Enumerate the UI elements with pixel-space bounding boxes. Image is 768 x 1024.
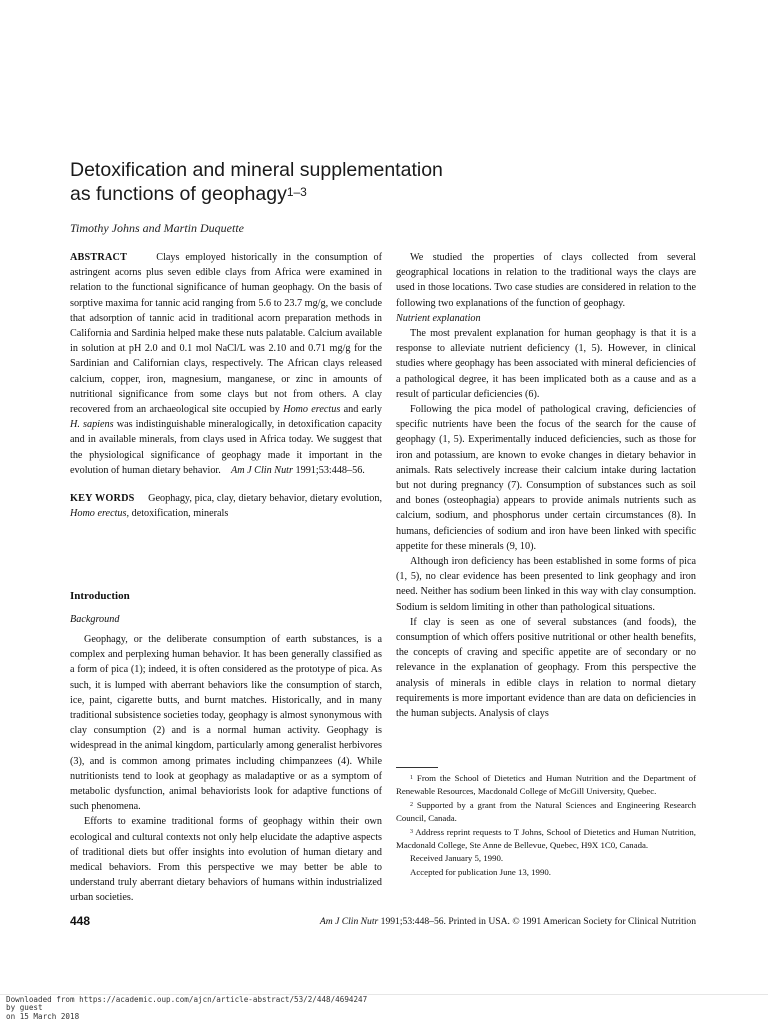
right-paragraph-3: Following the pica model of pathological craving, deficiencies of specific nutrients have been the focus of the search for the cause of geophagy (1, 5). Experimentally induced deficiencies, such as those for iron and potassium, are known to evoke changes in dietary behavior in animals. Rats selectively increase their calcium intake during lactation but not during pregnancy (7). Consumption of substances such as soil and bones (osteophagia) appears to provide animals nutrients such as calcium, sodium, and phosphorus under certain circumstances (8). In humans, deficiencies of sodium and iron have been linked with specific appetite for these minerals (9, 10). <box>396 404 696 552</box>
abstract-h-sapiens: H. sapiens <box>70 419 114 431</box>
authors: Timothy Johns and Martin Duquette <box>70 221 244 235</box>
footnote-2-number: 2 <box>410 801 413 808</box>
keywords-label: KEY WORDS <box>70 493 135 505</box>
page-number: 448 <box>70 914 91 928</box>
abstract-citation: Am J Clin Nutr <box>230 464 293 476</box>
footnote-3-number: 3 <box>410 828 413 835</box>
footnote-3 <box>396 826 696 853</box>
footnotes <box>396 772 696 879</box>
intro-paragraph-1: Geophagy, or the deliberate consumption of earth substances, is a complex and perplexing human behavior. It has been generally classified as a form of pica (1); indeed, it is often considered as the prototype of pica. As such, it is lumped with aberrant behaviors like the consumption of starch, ice, paint, cigarette butts, and burnt matches. Historically, and in many traditional subsistence societies today, geophagy is almost synonymous with clay consumption (2) and is a normal human activity. Geophagy is widespread in the animal kingdom, particularly among generalist herbivores (3), and is common among primates including chimpanzees (4). While nutritionists tend to look at geophagy as maladaptive or as a symptom of metabolic dysfunction, animal behaviorists look for adaptive functions of such phenomena. <box>70 634 382 813</box>
right-paragraph-2: The most prevalent explanation for human geophagy is that it is a response to alleviate nutrient deficiency (1, 5). However, in clinical studies where geophagy has been associated with mineral deficiencies of a pathological degree, it has been implicated both as a cause and as a result of particular deficiencies (6). <box>396 328 696 400</box>
right-paragraph-1: We studied the properties of clays collected from several geographical locations in relation to the traditional ways the clays are used in those locations. Two case studies are considered in relation to the following two explanations of the function of geophagy. <box>396 252 696 309</box>
right-paragraph-4: Although iron deficiency has been established in some forms of pica (1, 5), no clear evidence has been presented to link geophagy and iron need. Neither has sodium been linked in this way with clay consumption. Sodium is seldom limiting in other than pathological situations. <box>396 556 696 613</box>
left-column-top <box>70 250 382 521</box>
nutrient-explanation-subheading: Nutrient explanation <box>396 312 481 324</box>
footnote-2 <box>396 799 696 826</box>
keywords <box>70 491 382 521</box>
abstract-text-3: was indistinguishable mineralogically, in detoxification capacity and in available minerals, from clays used in Africa today. We suggest that the physiological significance of geophagy made it important in the evolution of human dietary behavior. <box>70 419 382 476</box>
keywords-text-2: detoxification, minerals <box>129 508 229 520</box>
abstract-citation-rest: 1991;53:448–56. <box>292 464 365 476</box>
keywords-homo-erectus: Homo erectus, <box>70 508 130 520</box>
footnote-1-text: From the School of Dietetics and Human Nutrition and the Department of Renewable Resources, Macdonald College of McGill University, Quebec. <box>396 773 696 797</box>
footnote-2-text: Supported by a grant from the Natural Sciences and Engineering Research Council, Canada. <box>396 799 696 824</box>
footer-journal: Am J Clin Nutr <box>319 916 379 927</box>
download-notice: Downloaded from https://academic.oup.com/ajcn/article-abstract/53/2/448/4694247 by guest on 15 March 2018 <box>6 995 368 1021</box>
footnote-rule <box>396 767 438 768</box>
footnote-received: Received January 5, 1990. <box>410 853 504 864</box>
title-footnote-ref: 1–3 <box>286 185 307 199</box>
abstract-text-2: and early <box>340 404 382 416</box>
footer-citation <box>280 916 696 927</box>
right-paragraph-5: If clay is seen as one of several substances (and foods), the consumption of which offers positive nutritional or other health benefits, the concepts of craving and specific appetite are of secondary or no relevance in the explanation of geophagy. From this perspective the analysis of minerals in edible clays in relation to normal dietary requirements is more important evidence than are data on deficiencies in the human subjects. Analysis of clays <box>396 616 696 720</box>
introduction-body <box>70 632 382 906</box>
title-line-2: as functions of geophagy <box>70 183 287 205</box>
footnote-3-text: Address reprint requests to T Johns, School of Dietetics and Human Nutrition, Macdonald College, Ste Anne de Bellevue, Quebec, H9X 1C0, Canada. <box>396 826 696 851</box>
abstract <box>70 250 382 478</box>
footnote-accepted: Accepted for publication June 13, 1990. <box>410 866 551 877</box>
title-line-1: Detoxification and mineral supplementation <box>70 159 443 181</box>
intro-paragraph-2: Efforts to examine traditional forms of geophagy within their own ecological and cultural contexts not only help elucidate the adaptive aspects of traditional diets but offer insights into evolution of human dietary and medical behaviors. From this perspective we may better be able to understand truly aberrant dietary behaviors of humans within industrialized urban societies. <box>70 816 382 904</box>
abstract-homo-erectus: Homo erectus <box>283 404 341 416</box>
abstract-text-1: Clays employed historically in the consumption of astringent acorns plus seven edible clays from Africa were examined in relation to the functional significance of human geophagy. On the basis of sorptive maxima for tannic acid ranging from 5.6 to 23.7 mg/g, we conclude that adsorption of tannic acid in traditional acorn preparation methods in California and Sardinia helped make these nuts palatable. Calcium available in solution at pH 2.0 and 0.1 mol NaCl/L was 2.10 and 0.71 mg/g for the Sardinian and Californian clays, respectively. The African clays released calcium, copper, iron, magnesium, manganese, or zinc in amounts of nutritional significance from some clays but not from others. A clay recovered from an archaeological site occupied by <box>70 252 383 416</box>
footnote-1 <box>396 772 696 799</box>
keywords-text-1: Geophagy, pica, clay, dietary behavior, dietary evolution, <box>148 493 382 505</box>
footer-citation-rest: 1991;53:448–56. Printed in USA. © 1991 American Society for Clinical Nutrition <box>378 916 696 927</box>
background-subheading: Background <box>70 614 120 625</box>
right-column <box>396 250 696 721</box>
abstract-label: ABSTRACT <box>70 252 128 263</box>
article-title <box>70 158 530 206</box>
footnote-1-number: 1 <box>410 775 413 781</box>
introduction-heading: Introduction <box>70 590 130 602</box>
